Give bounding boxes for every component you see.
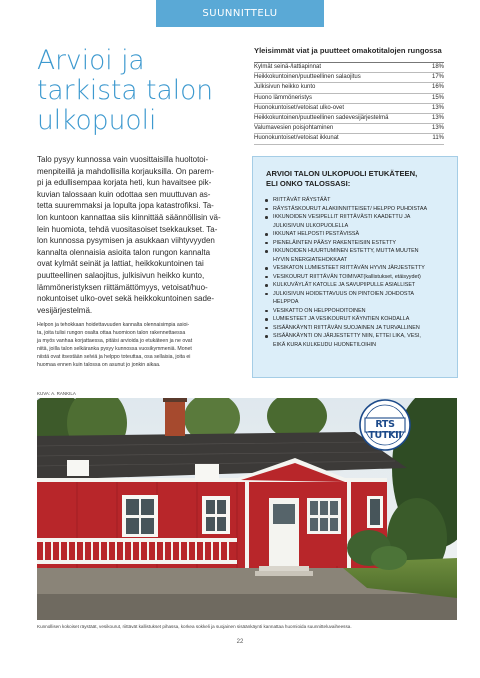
checklist-item-line: SISÄÄNKÄYNTI ON JÄRJESTETTY NIIN, ETTEI LIKA, VESI, <box>273 333 421 339</box>
checklist-item <box>264 307 453 316</box>
checklist-item-line: PIENELÄINTEN PÄÄSY RAKENTEISIIN ESTETTY <box>273 239 397 246</box>
fault-label: Julkisivun heikko kunto <box>254 84 316 91</box>
lead-line: kannalta olennaisia asioita talon rungon kannalta <box>37 247 211 257</box>
checklist-item <box>264 196 453 205</box>
fault-percentage: 13% <box>431 104 444 111</box>
checklist-item <box>264 205 453 214</box>
fault-percentage: 18% <box>431 64 444 70</box>
checklist-item <box>264 230 453 239</box>
checklist-title-line: ARVIOI TALON ULKOPUOLI ETUKÄTEEN, <box>266 169 418 178</box>
checklist-item-line: IKKUNOIDEN VESIPELLIT RIITTÄVÄSTI KAADETTU JA <box>273 214 411 220</box>
checklist-item-line: SISÄÄNKÄYNTI RIITTÄVÄN SUOJAINEN JA TURVALLINEN <box>273 324 420 331</box>
body-paragraph <box>37 322 246 369</box>
checklist-item-line: LUMIESTEET JA VESIKOURUT KÄYNTIEN KOHDALLA <box>273 316 410 322</box>
lead-line: menpiteillä ja mahdollisilla korjauksilla. On parem- <box>37 166 214 176</box>
checklist-title-line: ELI ONKO TALOSSASI: <box>266 179 351 188</box>
checklist-box <box>252 156 458 378</box>
title-line: tarkista talon <box>37 75 214 106</box>
lead-line: lon kunnossa pysymisen ja asukkaan viihtyvyyden <box>37 236 215 246</box>
checklist-item <box>264 247 453 264</box>
lead-line: tetta suuremmaksi ja lopulta jopa katastrofiksi. Ta- <box>37 201 214 211</box>
stamp-label: RTS TUTKII <box>368 419 402 441</box>
fault-row <box>254 73 444 83</box>
page-title <box>37 46 247 136</box>
fault-row <box>254 83 444 93</box>
body-line: huomaa ennen kuin talossa on asunut jo jonkin aikaa. <box>37 361 161 368</box>
checklist-item-line: JULKISIVUN ULKOPUOLELLA <box>273 222 349 229</box>
lead-line: puutteellinen salaojitus, julkisivun heikko kunto, <box>37 270 205 280</box>
fault-label: Valumavesien poisjohtaminen <box>254 125 334 132</box>
checklist-item-line: VESIKATON LUMIESTEET RIITTÄVÄN HYVIN JÄRJESTETTY <box>273 265 425 271</box>
body-line: niitä, joilla talon selkäranka pysyy kunnossa vuosikymmeniä. Monet <box>37 345 192 352</box>
fault-row <box>254 63 444 73</box>
fault-percentage: 17% <box>431 74 444 81</box>
fault-row <box>254 114 444 124</box>
section-banner: SUUNNITTELU <box>156 0 324 27</box>
fault-label: Heikkokuntoinen/puutteellinen sadevesijärjestelmä <box>254 114 389 121</box>
fault-label: Kylmät seinä-/lattiapinnat <box>254 64 322 70</box>
photo-credit: KUVA: A. RANKILA <box>37 391 76 396</box>
lead-line: lein huomiota, tehdä vuositasoiset tsekkaukset. Ta- <box>37 224 218 234</box>
checklist-items <box>253 196 457 349</box>
photo-caption: Kunnollisen kokoiset räystäät, vesikourut, riittävät kallistukset pihassa, korkea sokkeli ja suojainen sisäänkäynti kannattaa huomioida suunnitteluvaiheessa. <box>37 624 352 629</box>
fault-row <box>254 94 444 104</box>
fault-percentage: 16% <box>431 84 444 91</box>
lead-line: vesijärjestelmä. <box>37 305 93 315</box>
checklist-item-line: EIKÄ KURA KULKEUDU HUONETILOIHIN <box>273 341 377 348</box>
fault-label: Huono lämmöneristys <box>254 94 313 101</box>
checklist-item <box>264 290 453 307</box>
checklist-item-line: IKKUNAT HELPOSTI PESTÄVISSÄ <box>273 231 360 237</box>
lead-line: lämmöneristyksen riittämättömyys, vetoisat/huo- <box>37 282 208 292</box>
checklist-item <box>264 264 453 273</box>
checklist-item-line: HYVIN ENERGIATEHOKKAAT <box>273 256 348 263</box>
title-line: Arvioi ja <box>37 45 145 76</box>
checklist-item-line: JULKISIVUN HOIDETTAVUUS ON PINTOIEN JOHDOSTA <box>273 290 414 297</box>
body-line: ta, joita tulisi rungon osalta ottaa huomioon talon rakennettaessa <box>37 329 186 336</box>
checklist-item-line: IKKUNOIDEN HUURTUMINEN ESTETTY, MUTTA MUUTEN <box>273 248 419 254</box>
checklist-item <box>264 273 453 282</box>
body-line: Helpon ja tehokkaan hoidettavuuden kannalta olennaisimpia asioi- <box>37 322 190 328</box>
rts-tutkii-stamp <box>358 398 412 452</box>
fault-percentage: 13% <box>431 125 444 132</box>
fault-percentage: 11% <box>432 135 444 142</box>
checklist-item <box>264 324 453 333</box>
fault-percentage: 15% <box>431 94 444 101</box>
checklist-item-line: VESIKOURUT RIITTÄVÄN TOIMIVAT(kallistukset, etäisyydet) <box>273 273 421 280</box>
faults-table <box>254 62 444 145</box>
fault-percentage: 13% <box>431 114 444 121</box>
checklist-item <box>264 281 453 290</box>
lead-line: nokuntoiset ulko-ovet sekä heikkokuntoinen sade- <box>37 294 214 304</box>
lead-line: kuvian talossaan kuin odottaa sen muuttuvan as- <box>37 189 211 199</box>
lead-line: pi ja edullisempaa korjata heti, kun havaitsee pik- <box>37 178 212 188</box>
page-number: 22 <box>236 639 244 645</box>
fault-row <box>254 124 444 134</box>
fault-row <box>254 104 444 114</box>
checklist-item-line: KULKUVÄYLÄT KATOLLE JA SAVUPIIPULLE ASIALLISET <box>273 282 416 288</box>
checklist-title <box>266 169 457 189</box>
checklist-item <box>264 332 453 349</box>
body-line: niistä ovat itsestään selviä ja helppo toteuttaa, osa sellaisia, joita ei <box>37 353 191 360</box>
fault-label: Heikkokuntoinen/puutteellinen salaojitus <box>254 74 361 81</box>
fault-label: Huonokuntoiset/vetoisat ikkunat <box>254 135 339 142</box>
fault-row <box>254 134 444 144</box>
body-line: ja myös vanhaa korjattaessa, pitäisi arvioida jo etukäteen ja ne ovat <box>37 337 193 344</box>
checklist-item <box>264 239 453 248</box>
lead-paragraph <box>37 154 246 316</box>
checklist-item <box>264 213 453 230</box>
checklist-item-line: HELPPOA <box>273 299 299 305</box>
checklist-item-line: RIITTÄVÄT RÄYSTÄÄT <box>273 197 331 203</box>
checklist-item-line: RÄYSTÄSKOURUT ALAKIINNITTEISET/ HELPPO PUHDISTAA <box>273 205 428 212</box>
checklist-item <box>264 315 453 324</box>
lead-line: lon kuntoon kannattaa siis kiinnittää säännöllisin vä- <box>37 212 221 222</box>
lead-line: Talo pysyy kunnossa vain vuosittaisilla huoltotoi- <box>37 155 209 164</box>
checklist-item-line: VESIKATTO ON HELPPOHOITOINEN <box>273 307 366 314</box>
lead-line: ovat kylmät seinät ja lattiat, heikkokuntoinen tai <box>37 259 204 269</box>
faults-table-title: Yleisimmät viat ja puutteet omakotitalojen rungossa <box>254 46 442 55</box>
title-line: ulkopuoli <box>37 105 157 136</box>
fault-label: Huonokuntoiset/vetoisat ulko-ovet <box>254 104 345 111</box>
